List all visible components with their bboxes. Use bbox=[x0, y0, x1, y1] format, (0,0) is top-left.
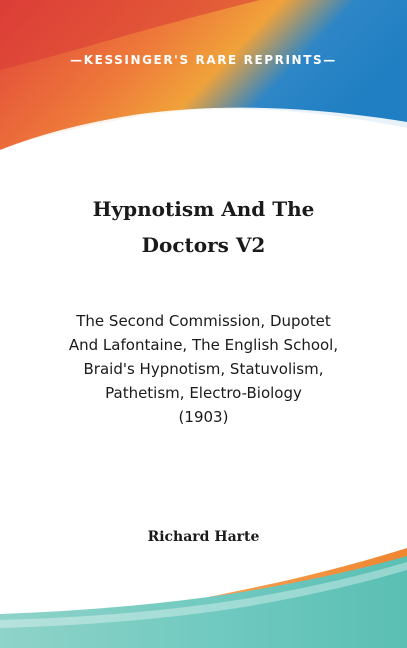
banner-dash-left: — bbox=[70, 53, 84, 67]
book-title bbox=[20, 191, 387, 263]
subtitle-line: The Second Commission, Dupotet bbox=[76, 312, 331, 330]
book-title-line: Doctors V2 bbox=[141, 233, 266, 257]
subtitle-line: (1903) bbox=[178, 408, 229, 426]
subtitle-line: Pathetism, Electro-Biology bbox=[105, 384, 302, 402]
book-title-line: Hypnotism And The bbox=[92, 197, 315, 221]
subtitle-line: And Lafontaine, The English School, bbox=[68, 336, 339, 354]
book-author: Richard Harte bbox=[147, 529, 260, 545]
publisher-banner bbox=[0, 53, 407, 67]
subtitle-line: Braid's Hypnotism, Statuvolism, bbox=[83, 360, 324, 378]
book-subtitle bbox=[20, 309, 387, 429]
banner-dash-right: — bbox=[323, 53, 337, 67]
publisher-name: KESSINGER'S RARE REPRINTS bbox=[83, 53, 324, 67]
